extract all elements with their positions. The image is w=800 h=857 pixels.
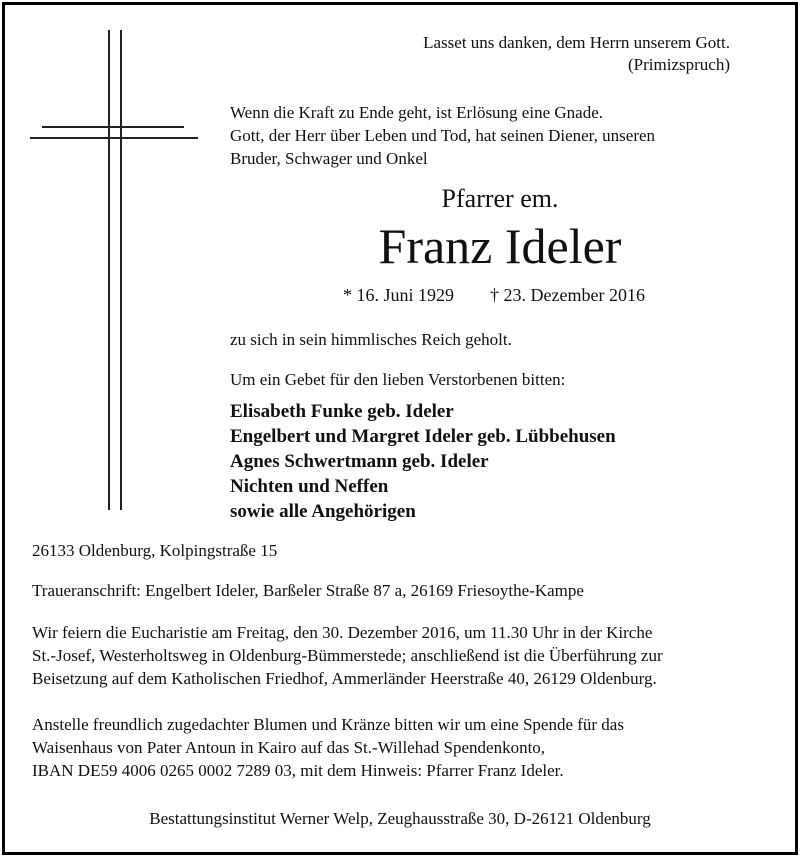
- prayer-request: Um ein Gebet für den lieben Verstorbenen bitten:: [230, 370, 566, 389]
- donation-line-2: Waisenhaus von Pater Antoun in Kairo auf das St.-Willehad Spendenkonto,: [32, 738, 546, 757]
- called-home-text: zu sich in sein himmlisches Reich geholt.: [230, 330, 512, 349]
- birth-date: * 16. Juni 1929: [343, 285, 455, 305]
- service-line-2: St.-Josef, Westerholtsweg in Oldenburg-Bümmerstede; anschließend ist die Überführung zur: [32, 646, 663, 665]
- mourner-1: Elisabeth Funke geb. Ideler: [230, 401, 454, 422]
- mourner-4: Nichten und Neffen: [230, 476, 389, 497]
- mourner-3: Agnes Schwertmann geb. Ideler: [230, 451, 489, 472]
- intro-line-1: Wenn die Kraft zu Ende geht, ist Erlösung eine Gnade.: [230, 103, 603, 122]
- death-date: † 23. Dezember 2016: [490, 285, 645, 305]
- intro-line-2: Gott, der Herr über Leben und Tod, hat seinen Diener, unseren: [230, 126, 656, 145]
- donation-line-1: Anstelle freundlich zugedachter Blumen und Kränze bitten wir um eine Spende für das: [32, 715, 624, 734]
- mourner-2: Engelbert und Margret Ideler geb. Lübbehusen: [230, 426, 616, 447]
- home-address: 26133 Oldenburg, Kolpingstraße 15: [32, 541, 278, 560]
- deceased-title: Pfarrer em.: [441, 184, 559, 213]
- motto-line-1: Lasset uns danken, dem Herrn unserem Gott.: [423, 33, 730, 52]
- donation-line-3: IBAN DE59 4006 0265 0002 7289 03, mit dem Hinweis: Pfarrer Franz Ideler.: [32, 761, 564, 780]
- funeral-home: Bestattungsinstitut Werner Welp, Zeughausstraße 30, D-26121 Oldenburg: [149, 809, 651, 828]
- service-line-3: Beisetzung auf dem Katholischen Friedhof, Ammerländer Heerstraße 40, 26129 Oldenburg.: [32, 669, 657, 688]
- motto-line-2: (Primizspruch): [628, 55, 730, 74]
- mourner-5: sowie alle Angehörigen: [230, 501, 416, 522]
- mourning-address: Traueranschrift: Engelbert Ideler, Barßeler Straße 87 a, 26169 Friesoythe-Kampe: [32, 581, 584, 600]
- service-line-1: Wir feiern die Eucharistie am Freitag, den 30. Dezember 2016, um 11.30 Uhr in der Kirche: [32, 623, 653, 642]
- deceased-name: Franz Ideler: [378, 218, 622, 274]
- intro-line-3: Bruder, Schwager und Onkel: [230, 149, 428, 168]
